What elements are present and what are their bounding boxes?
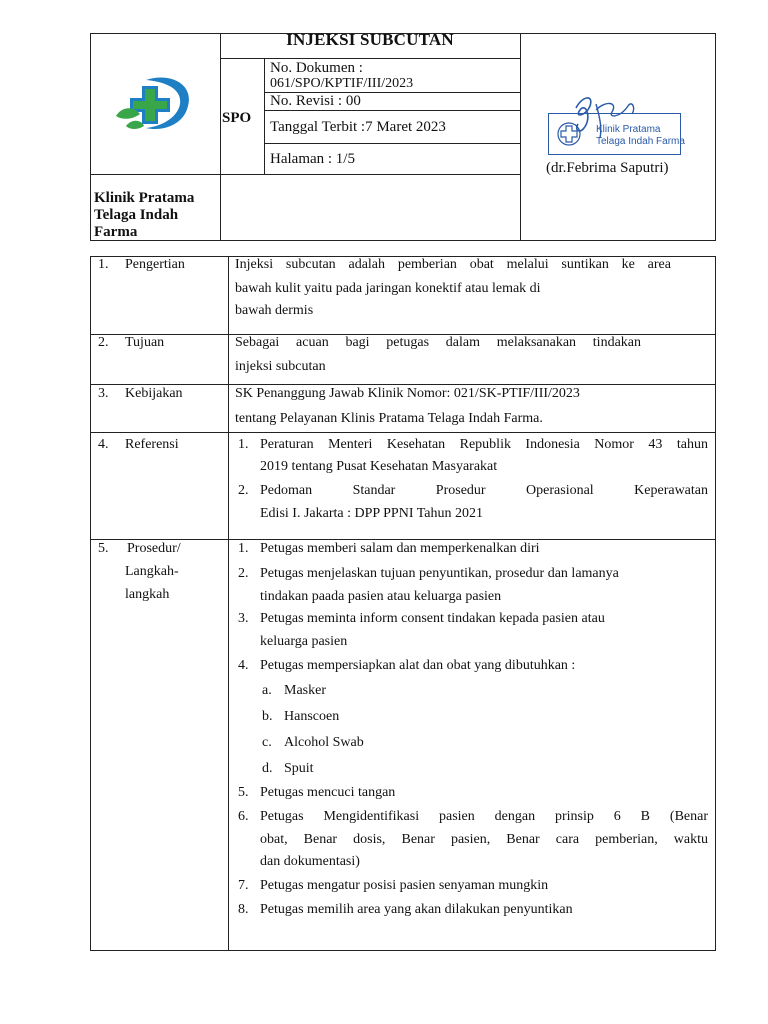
step-line: Petugas memilih area yang akan dilakukan penyuntikan: [260, 902, 573, 917]
step-no: 5.: [238, 785, 249, 800]
referensi-no-2: 2.: [238, 483, 249, 498]
step-no: 6.: [238, 809, 249, 824]
section-no-3: 3.: [98, 386, 109, 401]
stamp-text-1: Klinik Pratama: [596, 124, 661, 135]
substep-line: Masker: [284, 683, 326, 698]
clinic-name-3: Farma: [94, 224, 138, 240]
step-line: Petugas mempersiapkan alat dan obat yang dibutuhkan :: [260, 658, 576, 673]
section-label-prosedur-2: Langkah-: [125, 564, 179, 579]
stamp-text-2: Telaga Indah Farma: [596, 136, 685, 147]
tujuan-line-1: Sebagai acuan bagi petugas dalam melaksanakan tindakan: [235, 335, 641, 350]
step-line: tindakan paada pasien atau keluarga pasien: [260, 589, 502, 604]
substep-line: Hanscoen: [284, 709, 340, 724]
issue-date: Tanggal Terbit :7 Maret 2023: [270, 119, 446, 135]
section-label-tujuan: Tujuan: [125, 335, 165, 350]
step-no: 3.: [238, 611, 249, 626]
doc-no-label: No. Dokumen :: [270, 60, 363, 76]
referensi-2-line-2: Edisi I. Jakarta : DPP PPNI Tahun 2021: [260, 506, 484, 521]
section-no-2: 2.: [98, 335, 109, 350]
tujuan-line-2: injeksi subcutan: [235, 359, 326, 374]
document-title: INJEKSI SUBCUTAN: [286, 30, 454, 49]
referensi-no-1: 1.: [238, 437, 249, 452]
pengertian-line-1: Injeksi subcutan adalah pemberian obat melalui suntikan ke area: [235, 257, 671, 272]
step-line: Petugas menjelaskan tujuan penyuntikan, prosedur dan lamanya: [260, 566, 619, 581]
pengertian-line-3: bawah dermis: [235, 303, 314, 318]
step-no: 1.: [238, 541, 249, 556]
step-line: Petugas mengatur posisi pasien senyaman mungkin: [260, 878, 549, 893]
step-line: dan dokumentasi): [260, 854, 360, 869]
step-line: Petugas memberi salam dan memperkenalkan diri: [260, 541, 540, 556]
section-label-prosedur-3: langkah: [125, 587, 170, 602]
substep-line: Spuit: [284, 761, 314, 776]
section-label-prosedur-1: Prosedur/: [127, 541, 181, 556]
substep-no: b.: [262, 709, 273, 724]
kebijakan-line-1: SK Penanggung Jawab Klinik Nomor: 021/SK-PTIF/III/2023: [235, 386, 580, 401]
spo-label: SPO: [222, 110, 252, 126]
stamp-cross-icon: [556, 120, 582, 148]
section-label-kebijakan: Kebijakan: [125, 386, 183, 401]
referensi-1-line-1: Peraturan Menteri Kesehatan Republik Indonesia Nomor 43 tahun: [260, 437, 708, 452]
section-label-pengertian: Pengertian: [125, 257, 185, 272]
referensi-2-line-1: Pedoman Standar Prosedur Operasional Keperawatan: [260, 483, 708, 498]
substep-no: d.: [262, 761, 273, 776]
substep-no: c.: [262, 735, 272, 750]
step-no: 8.: [238, 902, 249, 917]
section-no-5: 5.: [98, 541, 109, 556]
page-number: Halaman : 1/5: [270, 151, 355, 167]
pengertian-line-2: bawah kulit yaitu pada jaringan konektif atau lemak di: [235, 281, 541, 296]
step-line: Petugas meminta inform consent tindakan kepada pasien atau: [260, 611, 605, 626]
step-line: keluarga pasien: [260, 634, 348, 649]
kebijakan-line-2: tentang Pelayanan Klinis Pratama Telaga Indah Farma.: [235, 411, 543, 426]
clinic-name-2: Telaga Indah: [94, 207, 179, 223]
section-label-referensi: Referensi: [125, 437, 179, 452]
clinic-name-1: Klinik Pratama: [94, 190, 195, 206]
section-no-1: 1.: [98, 257, 109, 272]
revision-number: No. Revisi : 00: [270, 93, 361, 109]
step-line: Petugas mencuci tangan: [260, 785, 396, 800]
step-line: obat, Benar dosis, Benar pasien, Benar cara pemberian, waktu: [260, 832, 708, 847]
section-no-4: 4.: [98, 437, 109, 452]
step-no: 7.: [238, 878, 249, 893]
substep-no: a.: [262, 683, 272, 698]
referensi-1-line-2: 2019 tentang Pusat Kesehatan Masyarakat: [260, 459, 498, 474]
signatory-name: (dr.Febrima Saputri): [546, 160, 669, 176]
step-no: 2.: [238, 566, 249, 581]
step-line: Petugas Mengidentifikasi pasien dengan prinsip 6 B (Benar: [260, 809, 708, 824]
substep-line: Alcohol Swab: [284, 735, 364, 750]
step-no: 4.: [238, 658, 249, 673]
medical-cross-logo-icon: [112, 74, 194, 136]
doc-no-value: 061/SPO/KPTIF/III/2023: [270, 76, 414, 91]
